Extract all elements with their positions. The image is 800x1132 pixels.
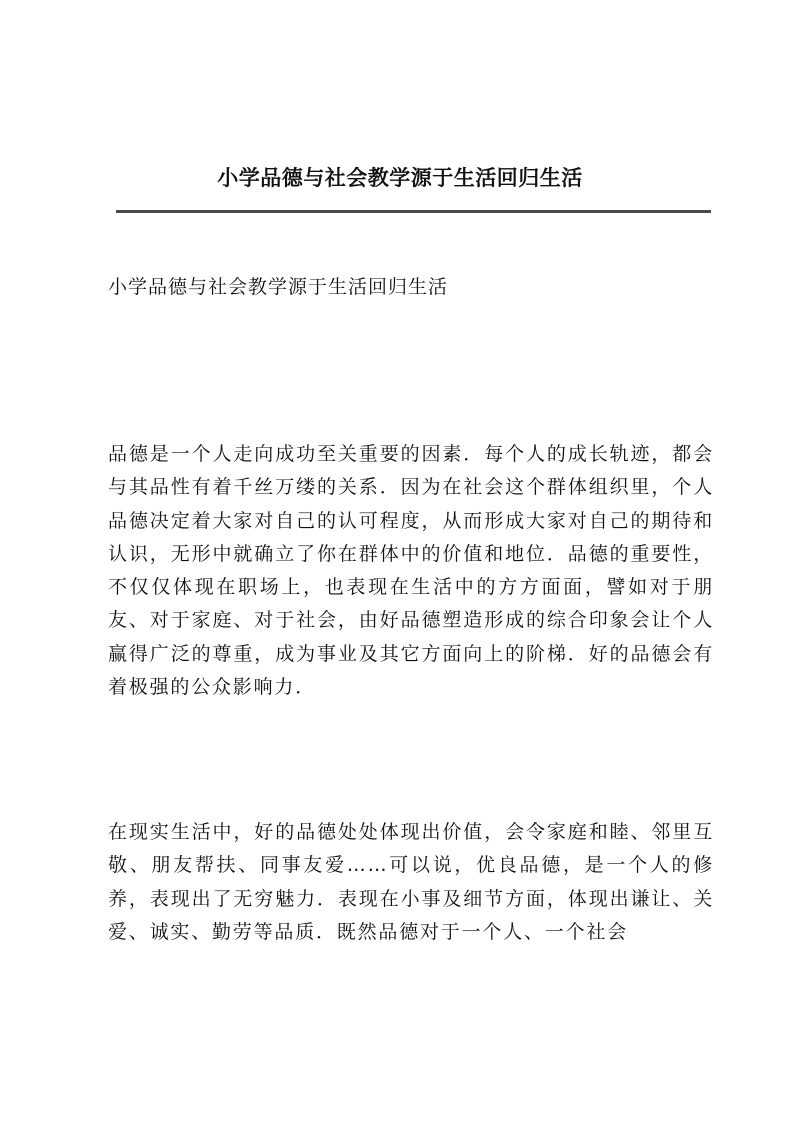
title-divider — [116, 210, 711, 213]
document-subtitle: 小学品德与社会教学源于生活回归生活 — [108, 276, 449, 298]
body-paragraph: 品德是一个人走向成功至关重要的因素．每个人的成长轨迹，都会与其品性有着千丝万缕的关系．因为在社会这个群体组织里，个人品德决定着大家对自己的认可程度，从而形成大家对自己的期待和认识，无形中就确立了你在群体中的价值和地位．品德的重要性，不仅仅体现在职场上，也表现在生活中的方方面面，譬如对于朋友、对于家庭、对于社会，由好品德塑造形成的综合印象会让个人赢得广泛的尊重，成为事业及其它方面向上的阶梯．好的品德会有着极强的公众影响力． — [108, 443, 714, 699]
document-title: 小学品德与社会教学源于生活回归生活 — [217, 165, 583, 190]
body-paragraph: 在现实生活中，好的品德处处体现出价值，会令家庭和睦、邻里互敬、朋友帮扶、同事友爱……可以说，优良品德，是一个人的修养，表现出了无穷魅力．表现在小事及细节方面，体现出谦让、关爱、诚实、勤劳等品质．既然品德对于一个人、一个社会 — [108, 821, 714, 943]
